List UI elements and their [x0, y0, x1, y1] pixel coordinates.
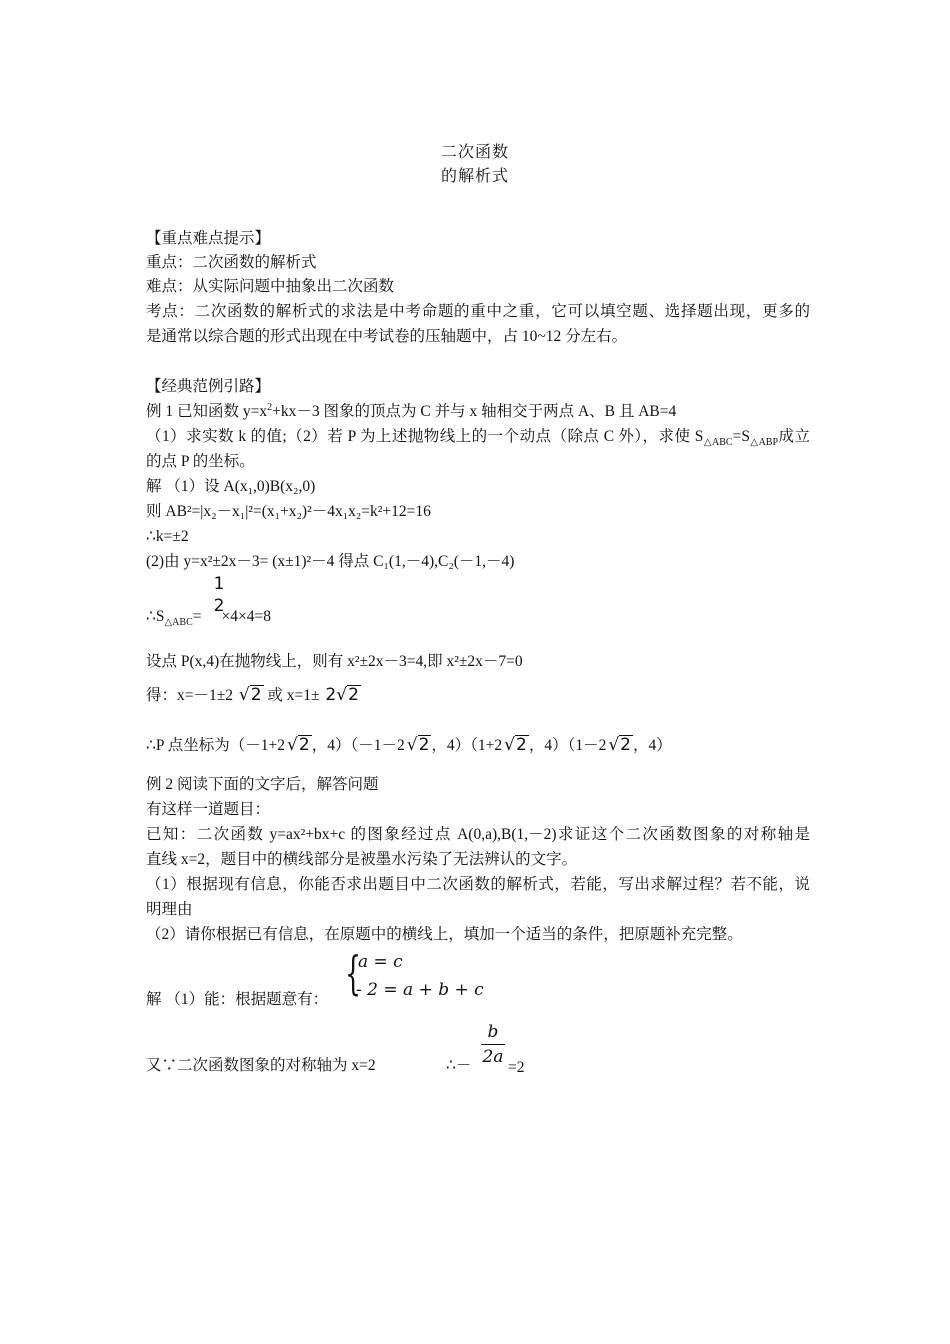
- example1-ab-equation: 则 AB²=|x₂－x₁|²=(x₁+x₂)²－4x₁x₂=k²+12=16: [146, 503, 431, 520]
- p-coord-3: ，4）（1－2: [528, 737, 607, 754]
- equation-system-row1: a = c: [358, 952, 403, 972]
- area-fraction-den: 2: [213, 596, 225, 616]
- exam-point-line2: 是通常以综合题的形式出现在中考试卷的压轴题中，占 10~12 分左右。: [146, 328, 628, 345]
- area-prefix: ∴S: [146, 608, 165, 625]
- sqrt-2-a: √2: [238, 685, 262, 705]
- axis-fraction-bar: [481, 1044, 505, 1045]
- example2-heading: 例 2 阅读下面的文字后，解答问题: [146, 776, 379, 793]
- x-solution-mid: 或 x=1±: [267, 687, 320, 704]
- equation-system-row2: - 2 = a + b + c: [356, 980, 484, 1000]
- example2-question1-line1: （1）根据现有信息，你能否求出题目中二次函数的解析式，若能，写出求解过程？若不能，说: [146, 876, 810, 893]
- example1-area-line: [146, 605, 271, 629]
- example2-question2: （2）请你根据已有信息，在原题中的横线上，填加一个适当的条件，把原题补充完整。: [146, 926, 743, 943]
- example2-problem-line2: 直线 x=2，题目中的横线部分是被墨水污染了无法辨认的文字。: [146, 851, 578, 868]
- p-coord-2: ，4）（1+2: [431, 737, 503, 754]
- area-subscript: △ABC: [164, 617, 193, 629]
- example1-q-text-a: （1）求实数 k 的值;（2）若 P 为上述抛物线上的一个动点（除点 C 外），求使 S: [146, 428, 704, 445]
- sqrt-2-e: √2: [504, 735, 527, 755]
- focus-line: 重点：二次函数的解析式: [146, 254, 317, 271]
- sqrt-2-f: √2: [608, 735, 631, 755]
- doc-title-line2: 的解析式: [440, 168, 509, 185]
- example2-axis-line: 又∵二次函数图象的对称轴为 x=2: [146, 1057, 376, 1074]
- area-suffix: ×4×4=8: [221, 608, 271, 625]
- example2-solution-line: 解 （1）能：根据题意有：: [146, 991, 329, 1008]
- section-heading-examples: 【经典范例引路】: [146, 378, 271, 395]
- example2-problem-line1: 已知：二次函数 y=ax²+bx+c 的图象经过点 A(0,a),B(1,－2)求证这个二次函数图象的对称轴是: [146, 826, 810, 843]
- difficulty-line: 难点：从实际问题中抽象出二次函数: [146, 278, 395, 295]
- p-coord-1: ，4）（－1－2: [311, 737, 405, 754]
- axis-fraction-num: b: [487, 1022, 499, 1042]
- axis-fraction-den: 2a: [482, 1047, 504, 1067]
- sqrt-2-c: √2: [287, 735, 310, 755]
- p-coord-prefix: ∴P 点坐标为（－1+2: [146, 737, 286, 754]
- area-equals: =: [192, 608, 202, 625]
- example1-part2: (2)由 y=x²±2x－3= (x±1)²－4 得点 C₁(1,－4),C₂(－1,－4): [146, 553, 515, 570]
- example1-x-solution: [146, 683, 361, 708]
- example1-solution-step1: 解 （1）设 A(x₁,0)B(x₂,0): [146, 478, 316, 495]
- sqrt-2-d: √2: [406, 735, 430, 755]
- x-solution-prefix: 得：x=－1±2: [146, 687, 233, 704]
- area-fraction-num: 1: [213, 574, 225, 594]
- example1-p-equation: 设点 P(x,4)在抛物线上，则有 x²±2x－3=4,即 x²±2x－7=0: [146, 653, 523, 670]
- axis-fraction: [481, 1022, 505, 1067]
- example1-q-sub2: △ABP: [749, 437, 779, 449]
- example1-q-text-c: 成立: [778, 428, 810, 445]
- example1-text-b: +kx－3 图象的顶点为 C 并与 x 轴相交于两点 A、B 且 AB=4: [272, 403, 677, 420]
- example1-question-line2: 的点 P 的坐标。: [146, 453, 255, 470]
- example1-text-a: 例 1 已知函数 y=x: [146, 403, 268, 420]
- example1-statement: 例 1 已知函数 $y=x^2+kx-3$ 图象的顶点为 C 并与 x 轴相交于两点 A、B 且 AB=4: [146, 401, 677, 420]
- equation-system-brace: {: [345, 946, 362, 1000]
- sqrt-2-b: 2√2: [325, 685, 359, 705]
- area-fraction: [212, 574, 226, 616]
- example1-q-text-b: =S: [732, 428, 750, 445]
- example1-k-result: ∴k=±2: [146, 528, 189, 545]
- exam-point-line1: 考点：二次函数的解析式的求法是中考命题的重中之重，它可以填空题、选择题出现，更多的: [146, 303, 810, 320]
- doc-title-line1: 二次函数: [440, 144, 509, 161]
- section-heading-key-points: 【重点难点提示】: [146, 230, 271, 247]
- p-coord-4: ，4）: [633, 737, 672, 754]
- example2-therefore: ∴－: [446, 1057, 472, 1074]
- example1-p-coordinates: [146, 733, 672, 758]
- example1-question-line1: [146, 425, 810, 449]
- example2-question1-line2: 明理由: [146, 901, 193, 918]
- axis-fraction-equals: =2: [508, 1059, 525, 1076]
- example2-intro: 有这样一道题目：: [146, 801, 271, 818]
- example1-q-sub1: △ABC: [703, 437, 733, 449]
